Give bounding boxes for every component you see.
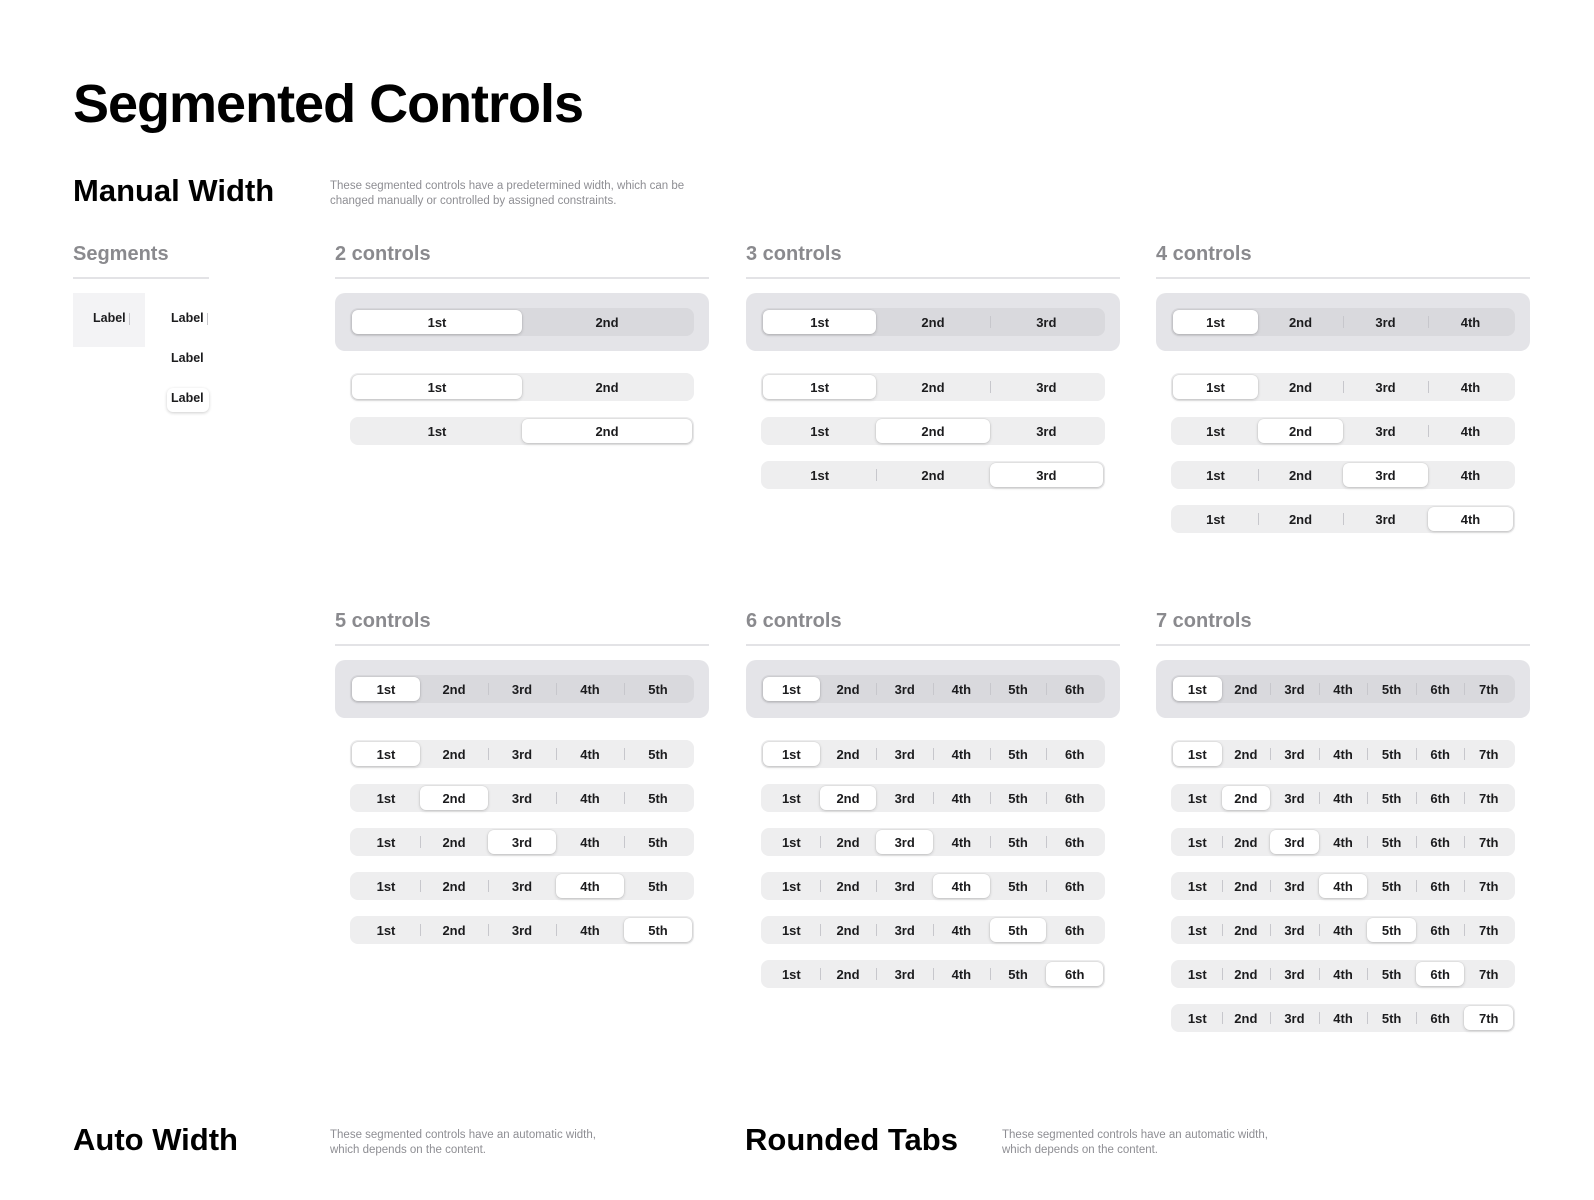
segment-5[interactable]: 5th [990, 830, 1047, 854]
segment-5[interactable]: 5th [1367, 742, 1416, 766]
manual-width-description-line2: changed manually or controlled by assigned constraints. [330, 194, 617, 207]
segmented-control[interactable] [350, 373, 694, 401]
segment-2[interactable]: 2nd [1258, 463, 1343, 487]
segment-2[interactable]: 2nd [1222, 1006, 1271, 1030]
segment-selected-1[interactable]: 1st [352, 375, 522, 399]
segment-4[interactable]: 4th [1428, 310, 1513, 334]
segment-7[interactable]: 7th [1464, 677, 1513, 701]
auto-width-description [330, 1128, 630, 1157]
segmented-control[interactable] [761, 916, 1105, 944]
sample-container [1156, 660, 1530, 718]
segment-4[interactable]: 4th [1428, 419, 1513, 443]
segmented-control[interactable] [350, 916, 694, 944]
segment-1[interactable]: 1st [1187, 834, 1207, 850]
group-title: 4 controls [1156, 243, 1252, 265]
segment-3[interactable]: 3rd [1284, 790, 1305, 806]
segmented-control[interactable] [350, 784, 694, 812]
segment-3[interactable]: 3rd [1270, 874, 1319, 898]
segment-5[interactable]: 5th [1367, 830, 1416, 854]
segment-label-default[interactable]: Label [171, 311, 204, 325]
group-5-controls [335, 609, 709, 649]
segment-3[interactable]: 3rd [1270, 1006, 1319, 1030]
segment-6[interactable]: 6th [1046, 742, 1103, 766]
segmented-control[interactable] [1171, 308, 1515, 336]
segment-1[interactable]: 1st [376, 922, 396, 938]
segment-2[interactable]: 2nd [836, 681, 860, 697]
segment-3[interactable]: 3rd [876, 677, 933, 701]
segment-4[interactable]: 4th [1319, 786, 1368, 810]
group-title: 2 controls [335, 243, 431, 265]
segment-selected-1[interactable]: 1st [763, 310, 876, 334]
segments-rule [73, 277, 209, 279]
segment-1[interactable]: 1st [1206, 511, 1225, 527]
segment-6[interactable]: 6th [1046, 830, 1103, 854]
segment-selected-2[interactable]: 2nd [1258, 419, 1343, 443]
segment-6[interactable]: 6th [1046, 677, 1103, 701]
segmented-control[interactable] [761, 461, 1105, 489]
segmented-control[interactable] [1171, 461, 1515, 489]
segment-7[interactable]: 7th [1464, 874, 1513, 898]
segment-6[interactable]: 6th [1416, 1006, 1465, 1030]
segment-4[interactable]: 4th [933, 962, 990, 986]
rounded-tabs-heading: Rounded Tabs [745, 1122, 958, 1157]
manual-width-heading: Manual Width [73, 173, 275, 208]
segment-7[interactable]: 7th [1464, 786, 1513, 810]
segment-5[interactable]: 5th [990, 742, 1047, 766]
segment-5[interactable]: 5th [1367, 1006, 1416, 1030]
segment-6[interactable]: 6th [1046, 874, 1103, 898]
segment-1[interactable]: 1st [781, 878, 801, 894]
segmented-control[interactable] [350, 740, 694, 768]
segment-6[interactable]: 6th [1416, 786, 1465, 810]
segment-selected-4[interactable]: 4th [1428, 507, 1513, 531]
segmented-control[interactable] [350, 308, 694, 336]
segment-2[interactable]: 2nd [1222, 962, 1271, 986]
segment-1[interactable]: 1st [781, 966, 801, 982]
segment-3[interactable]: 3rd [876, 742, 933, 766]
segment-selected-5[interactable]: 5th [624, 918, 692, 942]
segment-selected-1[interactable]: 1st [763, 375, 876, 399]
segment-label-plain[interactable]: Label [171, 351, 204, 365]
segment-4[interactable]: 4th [1319, 1006, 1368, 1030]
segment-selected-2[interactable]: 2nd [420, 786, 488, 810]
segmented-control[interactable] [1171, 505, 1515, 533]
segmented-control[interactable] [350, 828, 694, 856]
segmented-control[interactable] [350, 417, 694, 445]
segment-3[interactable]: 3rd [511, 790, 533, 806]
segment-selected-3[interactable]: 3rd [1343, 463, 1428, 487]
segment-3[interactable]: 3rd [990, 310, 1103, 334]
segment-selected-3[interactable]: 3rd [990, 463, 1103, 487]
segment-6[interactable]: 6th [1416, 677, 1465, 701]
segment-5[interactable]: 5th [1367, 677, 1416, 701]
segment-1[interactable]: 1st [1187, 1010, 1207, 1026]
segment-3[interactable]: 3rd [1270, 962, 1319, 986]
segment-4[interactable]: 4th [951, 834, 972, 850]
segment-3[interactable]: 3rd [488, 677, 556, 701]
segment-1[interactable]: 1st [427, 423, 447, 439]
segment-6[interactable]: 6th [1046, 786, 1103, 810]
segment-1[interactable]: 1st [1206, 423, 1225, 439]
segment-2[interactable]: 2nd [1222, 874, 1271, 898]
segment-1[interactable]: 1st [781, 790, 801, 806]
segment-selected-4[interactable]: 4th [933, 874, 990, 898]
rounded-tabs-description-line1: These segmented controls have an automatic width, [1002, 1129, 1268, 1141]
segment-selected-1[interactable]: 1st [763, 677, 820, 701]
segment-7[interactable]: 7th [1464, 830, 1513, 854]
segment-2[interactable]: 2nd [876, 463, 989, 487]
group-title: 7 controls [1156, 610, 1252, 632]
segment-selected-4[interactable]: 4th [556, 874, 624, 898]
segment-1[interactable]: 1st [1206, 467, 1225, 483]
group-rule [335, 277, 709, 279]
segment-selected-1[interactable]: 1st [1173, 375, 1258, 399]
segment-2[interactable]: 2nd [1222, 918, 1271, 942]
segmented-control[interactable] [350, 675, 694, 703]
segments-section [73, 242, 209, 282]
segment-2[interactable]: 2nd [1222, 830, 1271, 854]
group-4-controls [1156, 242, 1530, 282]
segment-4[interactable]: 4th [580, 834, 600, 850]
group-rule [746, 644, 1120, 646]
segment-2[interactable]: 2nd [595, 314, 619, 330]
segment-selected-1[interactable]: 1st [1173, 677, 1222, 701]
segmented-control[interactable] [1171, 784, 1515, 812]
segmented-control[interactable] [1171, 916, 1515, 944]
auto-width-heading: Auto Width [73, 1122, 238, 1157]
segment-1[interactable]: 1st [781, 834, 801, 850]
segment-5[interactable]: 5th [624, 786, 692, 810]
segment-7[interactable]: 7th [1464, 742, 1513, 766]
segment-4[interactable]: 4th [933, 677, 990, 701]
segment-3[interactable]: 3rd [488, 874, 556, 898]
segment-selected-2[interactable]: 2nd [522, 419, 692, 443]
segment-3[interactable]: 3rd [1375, 423, 1396, 439]
segment-3[interactable]: 3rd [1270, 677, 1319, 701]
segment-selected-3[interactable]: 3rd [876, 830, 933, 854]
segment-1[interactable]: 1st [810, 423, 830, 439]
group-2-controls [335, 242, 709, 282]
segment-2[interactable]: 2nd [820, 830, 877, 854]
segment-5[interactable]: 5th [648, 878, 668, 894]
segment-2[interactable]: 2nd [1234, 746, 1258, 762]
group-rule [1156, 644, 1530, 646]
segment-1[interactable]: 1st [1187, 966, 1207, 982]
segment-2[interactable]: 2nd [820, 874, 877, 898]
group-6-controls [746, 609, 1120, 649]
segmented-control[interactable] [761, 828, 1105, 856]
segmented-control[interactable] [1171, 417, 1515, 445]
group-7-controls [1156, 609, 1530, 649]
segmented-control[interactable] [761, 373, 1105, 401]
segment-2[interactable]: 2nd [420, 830, 488, 854]
segment-6[interactable]: 6th [1416, 874, 1465, 898]
segmented-control[interactable] [1171, 960, 1515, 988]
segmented-control[interactable] [761, 675, 1105, 703]
segment-3[interactable]: 3rd [1343, 310, 1428, 334]
segment-3[interactable]: 3rd [488, 742, 556, 766]
segment-1[interactable]: 1st [1187, 878, 1207, 894]
manual-width-description-line1: These segmented controls have a predetermined width, which can be [330, 180, 685, 192]
segment-4[interactable]: 4th [1319, 677, 1368, 701]
segment-5[interactable]: 5th [624, 742, 692, 766]
segmented-control[interactable] [1171, 373, 1515, 401]
segmented-control[interactable] [1171, 828, 1515, 856]
segment-3[interactable]: 3rd [990, 375, 1103, 399]
segment-5[interactable]: 5th [1381, 878, 1402, 894]
segment-2[interactable]: 2nd [820, 962, 877, 986]
segment-3[interactable]: 3rd [1270, 742, 1319, 766]
segmented-control[interactable] [761, 308, 1105, 336]
segment-2[interactable]: 2nd [1288, 314, 1313, 330]
segment-1[interactable]: 1st [781, 922, 801, 938]
segment-selected-6[interactable]: 6th [1046, 962, 1103, 986]
segment-4[interactable]: 4th [933, 918, 990, 942]
segment-selected-1[interactable]: 1st [1173, 742, 1222, 766]
segment-selected-6[interactable]: 6th [1416, 962, 1465, 986]
segment-selected-1[interactable]: 1st [763, 742, 820, 766]
segment-2[interactable]: 2nd [921, 379, 945, 395]
segment-1[interactable]: 1st [376, 790, 396, 806]
sample-container [746, 293, 1120, 351]
segment-2[interactable]: 2nd [1258, 507, 1343, 531]
segment-6[interactable]: 6th [1416, 742, 1465, 766]
segment-5[interactable]: 5th [1367, 962, 1416, 986]
segment-4[interactable]: 4th [933, 742, 990, 766]
segment-selected-4[interactable]: 4th [1319, 874, 1368, 898]
segmented-control[interactable] [761, 417, 1105, 445]
segmented-control[interactable] [350, 872, 694, 900]
segment-6[interactable]: 6th [1416, 830, 1465, 854]
segment-3[interactable]: 3rd [1343, 375, 1428, 399]
segment-selected-2[interactable]: 2nd [876, 419, 989, 443]
segment-selected-1[interactable]: 1st [352, 677, 420, 701]
manual-width-description [330, 179, 710, 208]
segment-3[interactable]: 3rd [1343, 507, 1428, 531]
group-rule [746, 277, 1120, 279]
segmented-control[interactable] [761, 784, 1105, 812]
segment-selected-2[interactable]: 2nd [1222, 786, 1271, 810]
segment-selected-1[interactable]: 1st [352, 310, 522, 334]
segment-2[interactable]: 2nd [921, 314, 945, 330]
segment-2[interactable]: 2nd [836, 746, 860, 762]
segmented-control[interactable] [1171, 1004, 1515, 1032]
auto-width-description-line1: These segmented controls have an automatic width, [330, 1129, 596, 1141]
auto-width-description-line2: which depends on the content. [330, 1143, 487, 1156]
segment-1[interactable]: 1st [376, 834, 396, 850]
segment-4[interactable]: 4th [556, 918, 624, 942]
segment-5[interactable]: 5th [624, 830, 692, 854]
segment-selected-3[interactable]: 3rd [488, 830, 556, 854]
segment-7[interactable]: 7th [1464, 918, 1513, 942]
segment-5[interactable]: 5th [1367, 786, 1416, 810]
page-title: Segmented Controls [73, 74, 584, 134]
segment-7[interactable]: 7th [1479, 966, 1499, 982]
segment-selected-2[interactable]: 2nd [820, 786, 877, 810]
segment-label-selected[interactable]: Label [171, 391, 204, 405]
segment-3[interactable]: 3rd [876, 962, 933, 986]
segment-4[interactable]: 4th [556, 742, 624, 766]
group-title: 5 controls [335, 610, 431, 632]
segment-4[interactable]: 4th [556, 677, 624, 701]
segmented-control[interactable] [761, 872, 1105, 900]
segment-selected-5[interactable]: 5th [1367, 918, 1416, 942]
group-rule [335, 644, 709, 646]
segment-divider [207, 313, 208, 325]
segment-5[interactable]: 5th [990, 677, 1047, 701]
segment-selected-5[interactable]: 5th [990, 918, 1047, 942]
segment-6[interactable]: 6th [1064, 922, 1085, 938]
segment-2[interactable]: 2nd [420, 874, 488, 898]
segment-divider [129, 313, 130, 325]
segment-3[interactable]: 3rd [1036, 423, 1057, 439]
segment-4[interactable]: 4th [1319, 962, 1368, 986]
group-title: 3 controls [746, 243, 842, 265]
segment-1[interactable]: 1st [810, 467, 830, 483]
segment-2[interactable]: 2nd [1288, 379, 1313, 395]
segment-4[interactable]: 4th [1428, 375, 1513, 399]
segmented-control[interactable] [761, 740, 1105, 768]
segment-4[interactable]: 4th [1460, 467, 1481, 483]
sample-container [746, 660, 1120, 718]
group-3-controls [746, 242, 1120, 282]
segmented-control[interactable] [1171, 740, 1515, 768]
segment-1[interactable]: 1st [1187, 790, 1207, 806]
segment-4[interactable]: 4th [556, 786, 624, 810]
segmented-control[interactable] [1171, 675, 1515, 703]
segment-3[interactable]: 3rd [488, 918, 556, 942]
sample-container [335, 660, 709, 718]
segment-2[interactable]: 2nd [820, 918, 877, 942]
segment-4[interactable]: 4th [1319, 742, 1368, 766]
segment-2[interactable]: 2nd [420, 918, 488, 942]
segment-2[interactable]: 2nd [442, 681, 466, 697]
segment-3[interactable]: 3rd [876, 874, 933, 898]
segment-5[interactable]: 5th [624, 677, 692, 701]
segment-2[interactable]: 2nd [442, 746, 466, 762]
segment-1[interactable]: 1st [376, 878, 396, 894]
sample-container [335, 293, 709, 351]
segment-3[interactable]: 3rd [876, 918, 933, 942]
segments-title: Segments [73, 243, 169, 265]
rounded-tabs-description-line2: which depends on the content. [1002, 1143, 1159, 1156]
segment-selected-7[interactable]: 7th [1464, 1006, 1513, 1030]
segment-6[interactable]: 6th [1430, 922, 1450, 938]
segmented-control[interactable] [761, 960, 1105, 988]
group-title: 6 controls [746, 610, 842, 632]
segment-5[interactable]: 5th [990, 962, 1047, 986]
rounded-tabs-description [1002, 1128, 1302, 1157]
segment-selected-1[interactable]: 1st [1173, 310, 1258, 334]
segment-2[interactable]: 2nd [595, 379, 619, 395]
segment-2[interactable]: 2nd [1234, 681, 1258, 697]
segment-selected-3[interactable]: 3rd [1270, 830, 1319, 854]
segment-selected-1[interactable]: 1st [352, 742, 420, 766]
segment-5[interactable]: 5th [1008, 878, 1028, 894]
group-rule [1156, 277, 1530, 279]
segment-label-pressed[interactable]: Label [93, 311, 126, 325]
sample-container [1156, 293, 1530, 351]
segment-4[interactable]: 4th [1333, 834, 1353, 850]
segment-3[interactable]: 3rd [894, 790, 915, 806]
segmented-control[interactable] [1171, 872, 1515, 900]
segment-5[interactable]: 5th [990, 786, 1047, 810]
segment-3[interactable]: 3rd [1270, 918, 1319, 942]
segment-4[interactable]: 4th [933, 786, 990, 810]
segment-1[interactable]: 1st [1187, 922, 1207, 938]
segment-4[interactable]: 4th [1319, 918, 1368, 942]
